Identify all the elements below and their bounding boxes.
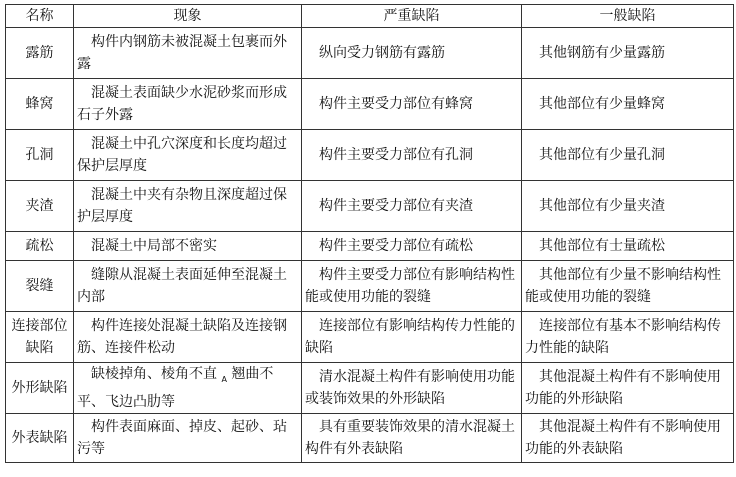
defect-name-cell: 外表缺陷 [6, 414, 74, 463]
general-defect-cell: 其他部位有士量疏松 [522, 232, 734, 261]
table-row [6, 363, 734, 414]
table-row [6, 181, 734, 232]
phenomenon-cell: 混凝土表面缺少水泥砂浆而形成石子外露 [74, 79, 302, 130]
severe-defect-cell: 构件主要受力部位有疏松 [302, 232, 522, 261]
general-defect-cell: 其他混凝土构件有不影响使用功能的外形缺陷 [522, 363, 734, 414]
general-defect-cell: 其他部位有少量不影响结构性能或使用功能的裂缝 [522, 261, 734, 312]
defect-name-cell: 疏松 [6, 232, 74, 261]
severe-defect-cell: 纵向受力钢筋有露筋 [302, 28, 522, 79]
phenomenon-cell: 混凝土中夹有杂物且深度超过保护层厚度 [74, 181, 302, 232]
phenomenon-cell: 混凝土中局部不密实 [74, 232, 302, 261]
general-defect-cell: 其他混凝土构件有不影响使用功能的外表缺陷 [522, 414, 734, 463]
defect-name-cell: 蜂窝 [6, 79, 74, 130]
table-row [6, 414, 734, 463]
defect-name-cell: 裂缝 [6, 261, 74, 312]
concrete-defect-table [5, 4, 734, 463]
severe-defect-cell: 具有重要装饰效果的清水混凝土构件有外表缺陷 [302, 414, 522, 463]
table-header-row [6, 5, 734, 28]
severe-defect-cell: 构件主要受力部位有孔洞 [302, 130, 522, 181]
general-defect-cell: 其他钢筋有少量露筋 [522, 28, 734, 79]
defect-name-cell: 夹渣 [6, 181, 74, 232]
severe-defect-cell: 构件主要受力部位有影响结构性能或使用功能的裂缝 [302, 261, 522, 312]
severe-defect-cell: 连接部位有影响结构传力性能的缺陷 [302, 312, 522, 363]
severe-defect-cell: 构件主要受力部位有蜂窝 [302, 79, 522, 130]
severe-defect-cell: 清水混凝土构件有影响使用功能或装饰效果的外形缺陷 [302, 363, 522, 414]
general-defect-cell: 其他部位有少量夹渣 [522, 181, 734, 232]
phenomenon-cell: 构件表面麻面、掉皮、起砂、玷污等 [74, 414, 302, 463]
phenomenon-cell [74, 363, 302, 414]
phenomenon-cell: 缝隙从混凝土表面延伸至混凝土内部 [74, 261, 302, 312]
general-defect-cell: 连接部位有基本不影响结构传力性能的缺陷 [522, 312, 734, 363]
defect-name-cell: 外形缺陷 [6, 363, 74, 414]
header-general-defect: 一般缺陷 [522, 5, 734, 28]
header-phenomenon: 现象 [74, 5, 302, 28]
phenomenon-cell: 混凝土中孔穴深度和长度均超过保护层厚度 [74, 130, 302, 181]
table-row [6, 130, 734, 181]
header-severe-defect: 严重缺陷 [302, 5, 522, 28]
table-row [6, 312, 734, 363]
table-row [6, 261, 734, 312]
phenomenon-cell: 构件内钢筋未被混凝土包裹而外露 [74, 28, 302, 79]
defect-table-wrapper [5, 4, 733, 463]
phenomenon-cell: 构件连接处混凝土缺陷及连接钢筋、连接件松动 [74, 312, 302, 363]
defect-name-cell: 露筋 [6, 28, 74, 79]
phenomenon-text-part-2: 翘曲不平、飞边凸肋等 [77, 366, 274, 410]
header-name: 名称 [6, 5, 74, 28]
general-defect-cell: 其他部位有少量蜂窝 [522, 79, 734, 130]
table-row [6, 28, 734, 79]
severe-defect-cell: 构件主要受力部位有夹渣 [302, 181, 522, 232]
table-row [6, 232, 734, 261]
phenomenon-text-part-1: 缺棱掉角、棱角不直 [91, 366, 217, 383]
phenomenon-subscript-mark: A [221, 374, 227, 384]
table-row [6, 79, 734, 130]
general-defect-cell: 其他部位有少量孔洞 [522, 130, 734, 181]
defect-name-cell: 连接部位缺陷 [6, 312, 74, 363]
defect-name-cell: 孔洞 [6, 130, 74, 181]
